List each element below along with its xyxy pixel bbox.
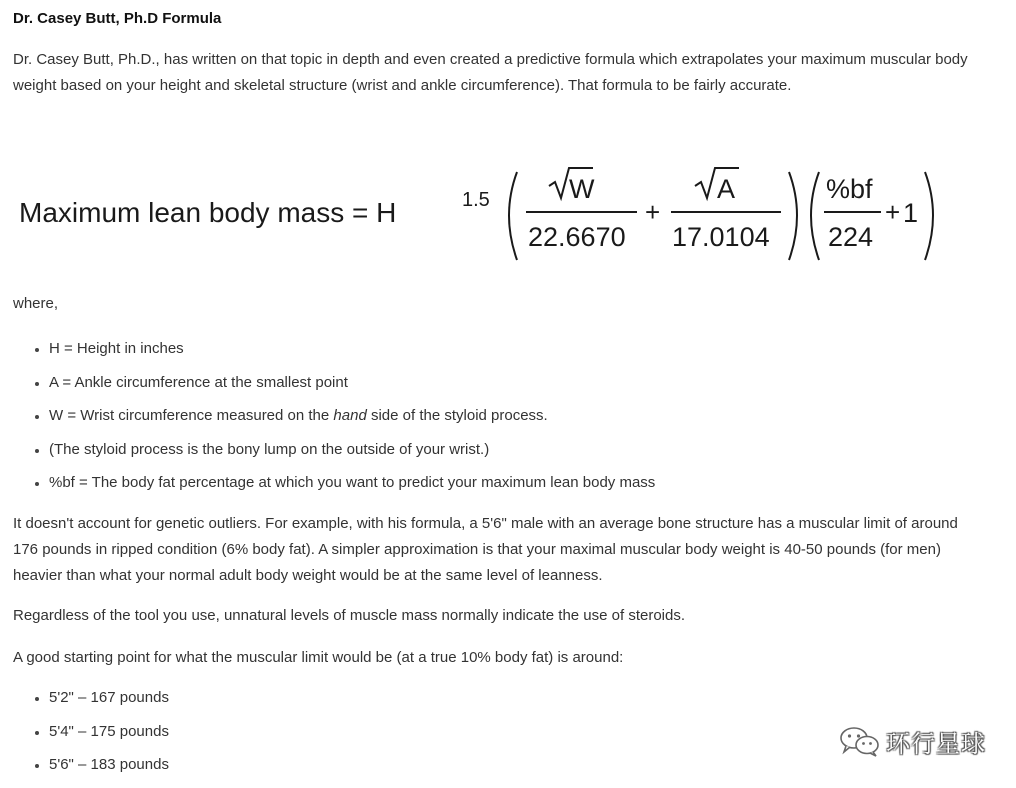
where-label: where, [13, 295, 59, 312]
definition-w-emphasis: hand [333, 407, 367, 424]
outliers-paragraph: It doesn't account for genetic outliers. For example, with his formula, a 5'6" male with an average bone structure has a muscular limit of around 176 pounds in ripped condition (6% body fat). A simpler approximation is that your maximal muscular body weight is 40-50 pounds (for men) heavier than what your normal adult body weight would be at the same level of leanness. [13, 515, 958, 584]
wechat-icon [838, 725, 880, 757]
frac1-numerator: W [569, 174, 595, 204]
starting-point-paragraph: A good starting point for what the muscular limit would be (at a true 10% body fat) is around: [13, 649, 624, 666]
definition-w-pre: W = Wrist circumference measured on the [49, 407, 334, 424]
definition-item: %bf = The body fat percentage at which you want to predict your maximum lean body mass [35, 472, 935, 506]
frac3-numerator: %bf [826, 174, 873, 204]
limit-item: 5'2" – 167 pounds [35, 687, 935, 721]
intro-paragraph: Dr. Casey Butt, Ph.D., has written on that topic in depth and even created a predictive formula which extrapolates your maximum muscular body weight based on your height and skeletal structure (wrist and ankle circumference). That formula to be fairly accurate. [13, 51, 968, 94]
definitions-list [35, 338, 935, 506]
formula-paren-open-1 [509, 172, 517, 260]
formula-paren-close-1 [789, 172, 797, 260]
definition-item: (The styloid process is the bony lump on the outside of your wrist.) [35, 439, 935, 473]
formula-paren-close-2 [925, 172, 933, 260]
limits-list [35, 687, 935, 788]
formula-lhs: Maximum lean body mass = H [19, 197, 397, 228]
section-heading: Dr. Casey Butt, Ph.D Formula [13, 10, 222, 27]
steroids-paragraph: Regardless of the tool you use, unnatural levels of muscle mass normally indicate the use of steroids. [13, 607, 686, 624]
frac2-denominator: 17.0104 [672, 222, 770, 252]
formula-plus-1: + [645, 197, 661, 227]
formula-plus-2: + [885, 197, 901, 227]
formula-image [19, 160, 959, 270]
formula-exponent: 1.5 [462, 189, 490, 211]
watermark-text: 环行星球 [886, 729, 986, 758]
limit-item: 5'6" – 183 pounds [35, 754, 935, 788]
definition-item [35, 405, 935, 439]
definition-item: H = Height in inches [35, 338, 935, 372]
limit-item: 5'4" – 175 pounds [35, 721, 935, 755]
definition-w-post: side of the styloid process. [366, 407, 548, 424]
frac1-denominator: 22.6670 [528, 222, 626, 252]
formula-paren-open-2 [811, 172, 819, 260]
frac3-denominator: 224 [828, 222, 874, 252]
frac2-numerator: A [717, 174, 736, 204]
watermark [838, 724, 986, 758]
formula-one: 1 [903, 198, 919, 228]
definition-item: A = Ankle circumference at the smallest point [35, 372, 935, 406]
